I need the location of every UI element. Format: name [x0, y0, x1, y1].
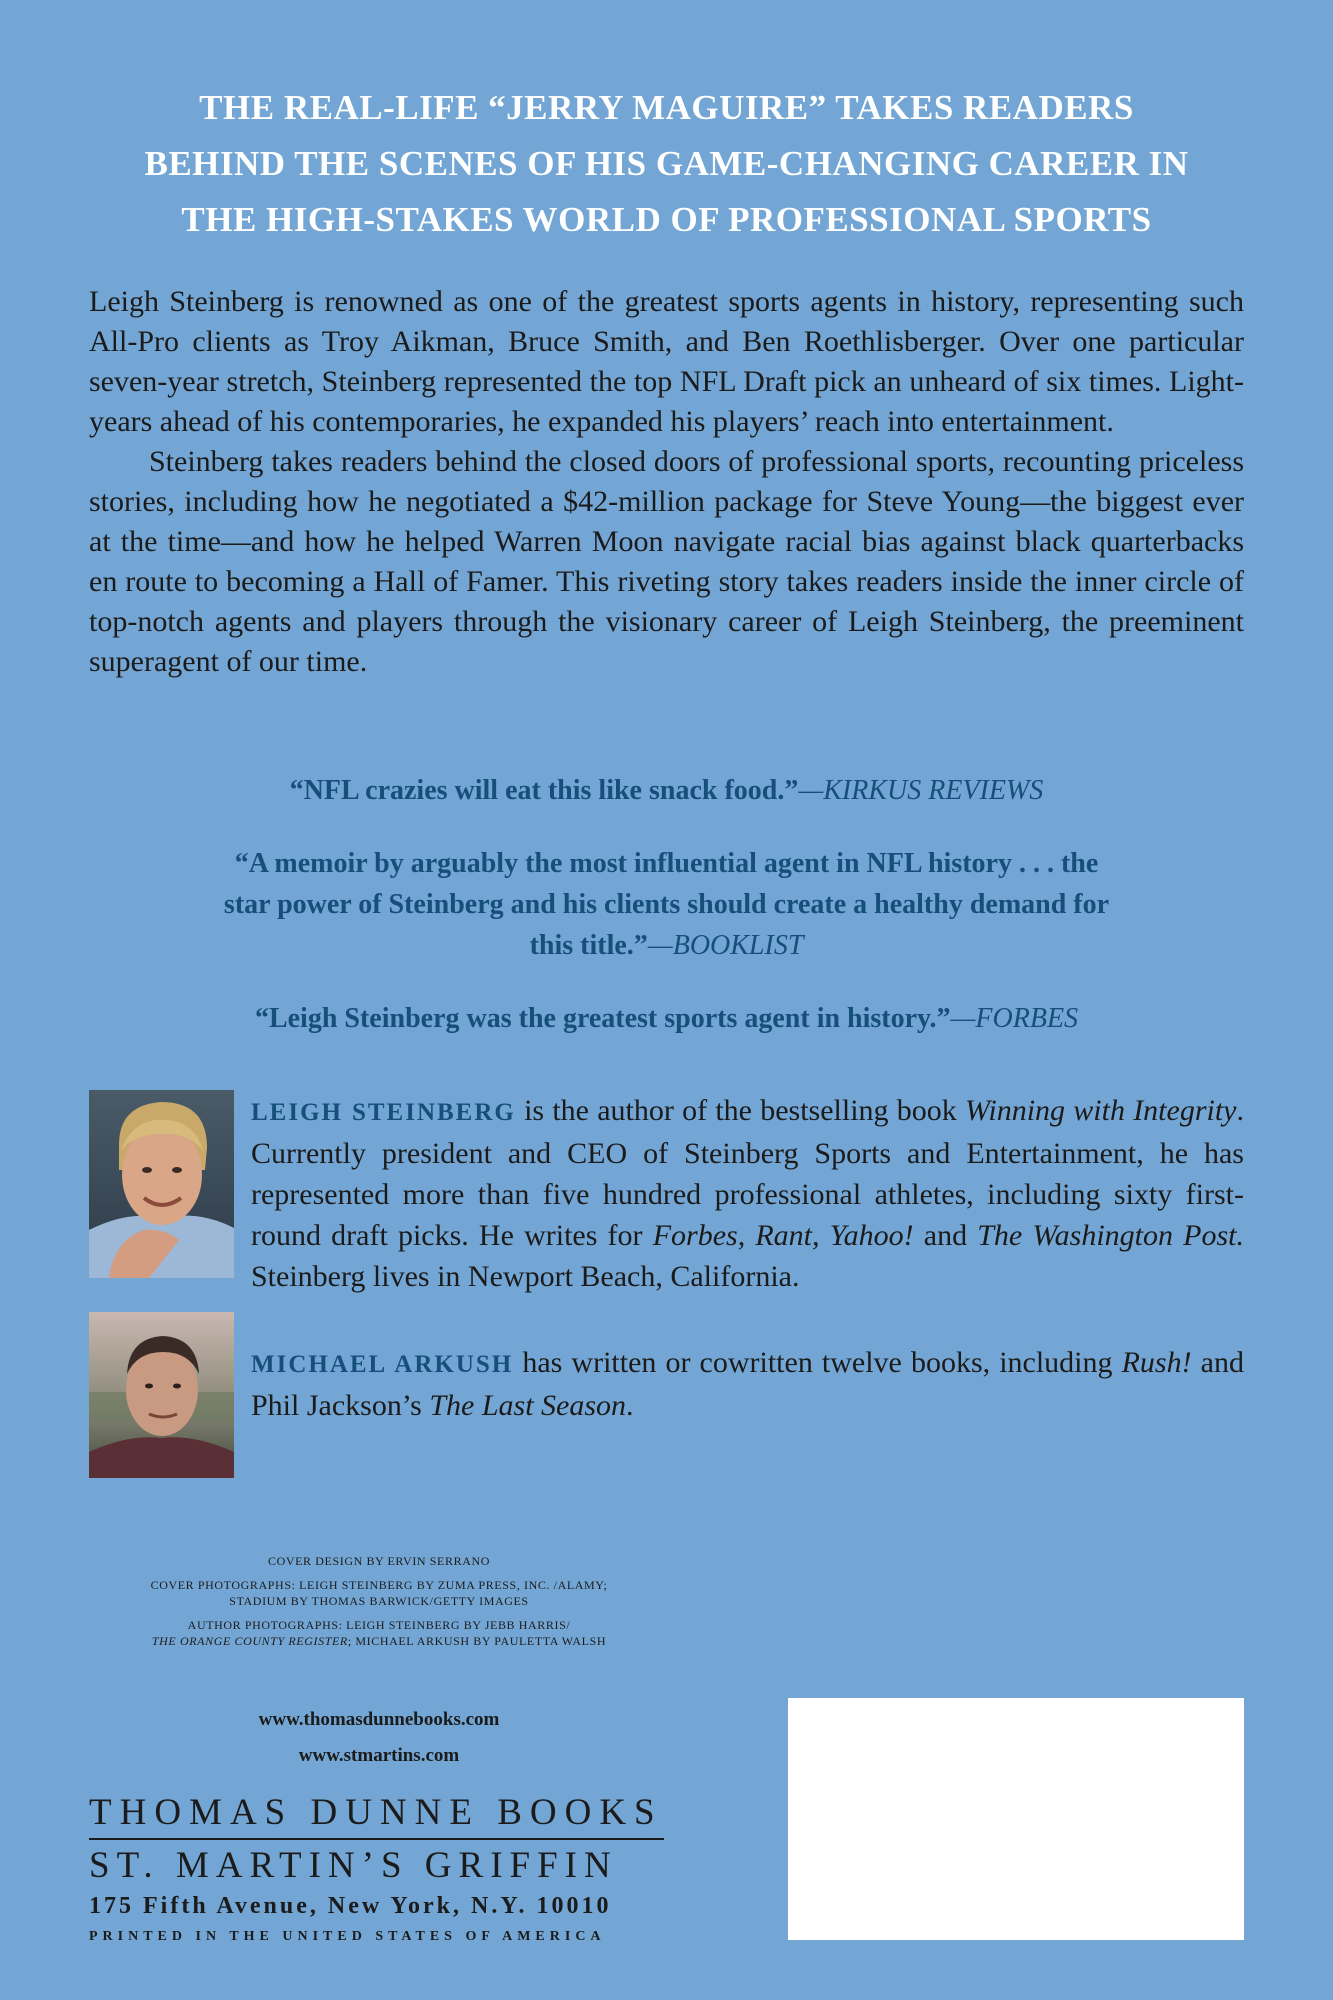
review-quote — [89, 770, 1244, 811]
credit-line: COVER PHOTOGRAPHS: LEIGH STEINBERG BY ZUMA PRESS, INC. /ALAMY; — [150, 1578, 608, 1592]
author-arkush — [89, 1312, 1244, 1480]
headline — [60, 80, 1273, 248]
quote-source: —BOOKLIST — [647, 930, 804, 961]
book-title: Winning with Integrity — [965, 1094, 1237, 1127]
bio-text: . — [626, 1389, 634, 1422]
book-title: Rush! — [1121, 1346, 1192, 1379]
review-quotes — [89, 770, 1244, 1071]
imprint-name: ST. MARTIN’S GRIFFIN — [89, 1845, 618, 1886]
quote-source: —FORBES — [950, 1003, 1079, 1034]
cover-design-credit: COVER DESIGN BY ERVIN SERRANO — [267, 1554, 490, 1568]
author-bio-steinberg — [251, 1090, 1244, 1297]
publisher-address: 175 Fifth Avenue, New York, N.Y. 10010 — [89, 1893, 612, 1919]
author-photo-steinberg — [89, 1090, 234, 1278]
imprint-divider — [89, 1838, 664, 1840]
publication-names: Forbes, Rant, Yahoo! — [652, 1219, 914, 1252]
bio-text: . Currently president and CEO of Steinberg Sports and Entertainment, he has represented more than five hundred professional athletes, including sixty first-round draft picks. He writes for — [251, 1094, 1244, 1252]
headline-line-3: THE HIGH-STAKES WORLD OF PROFESSIONAL SPORTS — [181, 200, 1152, 239]
author-name: LEIGH STEINBERG — [251, 1099, 516, 1126]
headline-line-2: BEHIND THE SCENES OF HIS GAME-CHANGING CAREER IN — [144, 144, 1189, 183]
publisher-name: THOMAS DUNNE BOOKS — [89, 1792, 663, 1833]
author-photo-arkush — [89, 1312, 234, 1478]
quote-text: “A memoir by arguably the most influential agent in NFL history . . . the star power of Steinberg and his clients should create a healthy demand for this title.” — [223, 848, 1110, 961]
barcode-area — [788, 1698, 1244, 1940]
bio-text: has written or cowritten twelve books, including — [513, 1346, 1122, 1379]
quote-source: —KIRKUS REVIEWS — [798, 775, 1044, 806]
publication-name: The Washington Post. — [977, 1219, 1244, 1252]
credit-line: ; MICHAEL ARKUSH BY PAULETTA WALSH — [347, 1634, 607, 1648]
publisher-imprint — [89, 1790, 669, 1950]
bio-text: Steinberg lives in Newport Beach, California. — [251, 1260, 800, 1293]
quote-text: “NFL crazies will eat this like snack food.” — [289, 775, 799, 806]
cover-photo-credit — [89, 1577, 669, 1609]
credit-publication: THE ORANGE COUNTY REGISTER — [151, 1634, 348, 1648]
photo-credits — [89, 1553, 669, 1657]
book-description — [89, 282, 1244, 682]
headline-line-1: THE REAL-LIFE “JERRY MAGUIRE” TAKES READERS — [199, 88, 1134, 127]
bio-text: and — [913, 1219, 978, 1252]
printed-notice: PRINTED IN THE UNITED STATES OF AMERICA — [89, 1929, 606, 1944]
credit-line: STADIUM BY THOMAS BARWICK/GETTY IMAGES — [229, 1594, 529, 1608]
book-title: The Last Season — [429, 1389, 627, 1422]
url-stmartins[interactable]: www.stmartins.com — [298, 1745, 460, 1766]
author-bio-arkush — [251, 1342, 1244, 1426]
bio-text: is the author of the bestselling book — [515, 1094, 966, 1127]
quote-text: “Leigh Steinberg was the greatest sports agent in history.” — [254, 1003, 951, 1034]
credit-line: AUTHOR PHOTOGRAPHS: LEIGH STEINBERG BY JEBB HARRIS/ — [187, 1618, 571, 1632]
review-quote — [89, 998, 1244, 1039]
description-paragraph-2: Steinberg takes readers behind the closed doors of professional sports, recounting priceless stories, including how he negotiated a $42-million package for Steve Young—the biggest ever at the time—and how he helped Warren Moon navigate racial bias against black quarterbacks en route to becoming a Hall of Famer. This riveting story takes readers inside the inner circle of top-notch agents and players through the visionary career of Leigh Steinberg, the preeminent superagent of our time. — [89, 445, 1244, 678]
review-quote — [89, 843, 1244, 966]
bio-text: and Phil Jackson’s — [251, 1346, 1244, 1422]
author-name: MICHAEL ARKUSH — [251, 1351, 514, 1378]
description-paragraph-1: Leigh Steinberg is renowned as one of the greatest sports agents in history, representing such All-Pro clients as Troy Aikman, Bruce Smith, and Ben Roethlisberger. Over one particular seven-year stretch, Steinberg represented the top NFL Draft pick an unheard of six times. Light-years ahead of his contemporaries, he expanded his players’ reach into entertainment. — [89, 285, 1244, 438]
author-steinberg — [89, 1090, 1244, 1293]
url-thomasdunne[interactable]: www.thomasdunnebooks.com — [258, 1709, 500, 1730]
author-photo-credit — [89, 1617, 669, 1649]
publisher-urls — [89, 1702, 669, 1774]
